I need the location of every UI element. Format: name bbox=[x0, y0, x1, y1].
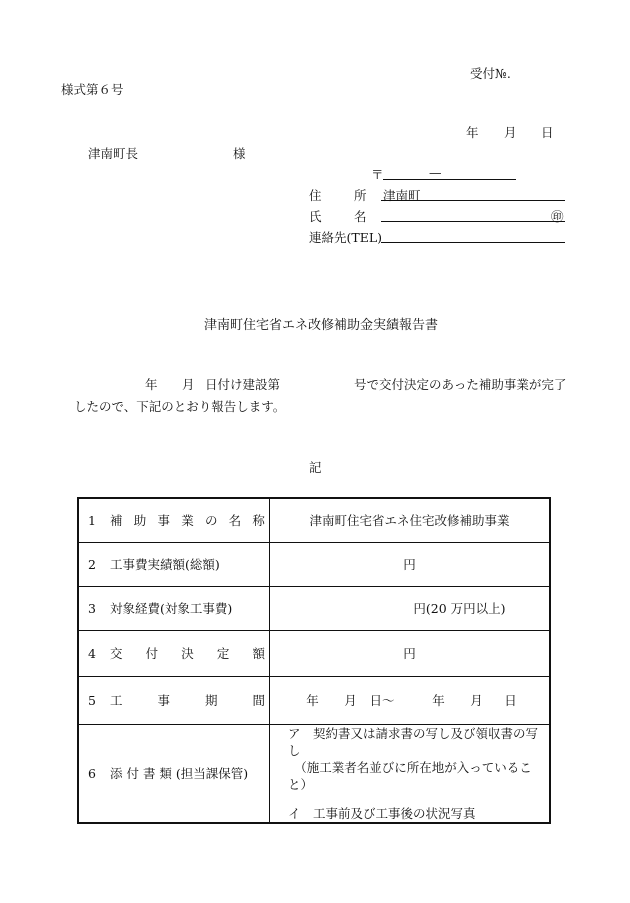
row2-label-text: 工事費実績額(総額) bbox=[110, 557, 220, 572]
postal-mark: 〒 bbox=[371, 167, 384, 182]
name-label-1: 氏 bbox=[309, 209, 322, 224]
row3-label: 3 対象経費(対象工事費) bbox=[78, 586, 270, 630]
receipt-number-label: 受付№. bbox=[470, 66, 511, 81]
body-mid: 日付け建設第 bbox=[205, 377, 281, 392]
table-row bbox=[78, 542, 550, 586]
row5-value[interactable] bbox=[270, 676, 551, 724]
name-label-2: 名 bbox=[354, 209, 367, 224]
report-table bbox=[77, 497, 551, 824]
table-row bbox=[78, 586, 550, 630]
attachment-i: イ 工事前及び工事後の状況写真 bbox=[288, 805, 476, 821]
addressee: 津南町長 bbox=[88, 146, 139, 161]
name-field[interactable] bbox=[381, 221, 565, 222]
date-month: 月 bbox=[504, 125, 517, 140]
ki-mark: 記 bbox=[309, 460, 322, 475]
form-number: 様式第６号 bbox=[61, 82, 124, 97]
row6-label-text: 添 付 書 類 (担当課保管) bbox=[110, 766, 249, 781]
address-label-1: 住 bbox=[309, 188, 322, 203]
row4-label: 4 交 付 決 定 額 bbox=[78, 630, 270, 676]
seal-mark: ㊞ bbox=[551, 209, 564, 224]
period-end-day: 日 bbox=[504, 693, 517, 708]
row1-label-text: 補 助 事 業 の 名 称 bbox=[110, 513, 265, 529]
row6-value bbox=[270, 724, 551, 823]
period-start-year: 年 bbox=[306, 693, 319, 708]
row3-label-text: 対象経費(対象工事費) bbox=[110, 601, 233, 616]
contact-field[interactable] bbox=[381, 242, 565, 243]
row2-label: 2 工事費実績額(総額) bbox=[78, 542, 270, 586]
attachment-a: ア 契約書又は請求書の写し及び領収書の写し bbox=[288, 725, 539, 758]
postal-dash: — bbox=[429, 165, 442, 180]
address-value: 津南町 bbox=[383, 188, 421, 203]
row6-label: 6 添 付 書 類 (担当課保管) bbox=[78, 724, 270, 823]
table-row bbox=[78, 630, 550, 676]
row1-label: 1 補 助 事 業 の 名 称 bbox=[78, 498, 270, 542]
document-title: 津南町住宅省エネ改修補助金実績報告書 bbox=[204, 318, 439, 333]
attachment-a-note: （施工業者名並びに所在地が入っていること） bbox=[288, 759, 532, 792]
row3-value[interactable]: 円(20 万円以上) bbox=[270, 586, 551, 630]
date-day: 日 bbox=[541, 125, 554, 140]
body-end: 号で交付決定のあった補助事業が完了 bbox=[354, 377, 567, 392]
body-year: 年 bbox=[145, 377, 158, 392]
body-month: 月 bbox=[182, 377, 195, 392]
period-end-year: 年 bbox=[432, 693, 445, 708]
postal-code-field[interactable] bbox=[383, 179, 516, 180]
row4-label-text: 交 付 決 定 額 bbox=[110, 646, 265, 661]
period-start-month: 月 bbox=[344, 693, 357, 708]
date-year: 年 bbox=[466, 125, 479, 140]
period-start-day: 日〜 bbox=[369, 693, 395, 708]
honorific: 様 bbox=[233, 146, 246, 161]
table-row bbox=[78, 724, 550, 823]
row5-label-text: 工 事 期 間 bbox=[110, 693, 265, 708]
table-row bbox=[78, 498, 550, 542]
row2-value[interactable]: 円 bbox=[270, 542, 551, 586]
body-line2: したので、下記のとおり報告します。 bbox=[74, 399, 286, 414]
row5-label: 5 工 事 期 間 bbox=[78, 676, 270, 724]
row4-value[interactable]: 円 bbox=[270, 630, 551, 676]
table-row bbox=[78, 676, 550, 724]
row1-value: 津南町住宅省エネ住宅改修補助事業 bbox=[270, 498, 551, 542]
contact-label: 連絡先(TEL) bbox=[309, 230, 383, 245]
period-end-month: 月 bbox=[470, 693, 483, 708]
address-label-2: 所 bbox=[354, 188, 367, 203]
